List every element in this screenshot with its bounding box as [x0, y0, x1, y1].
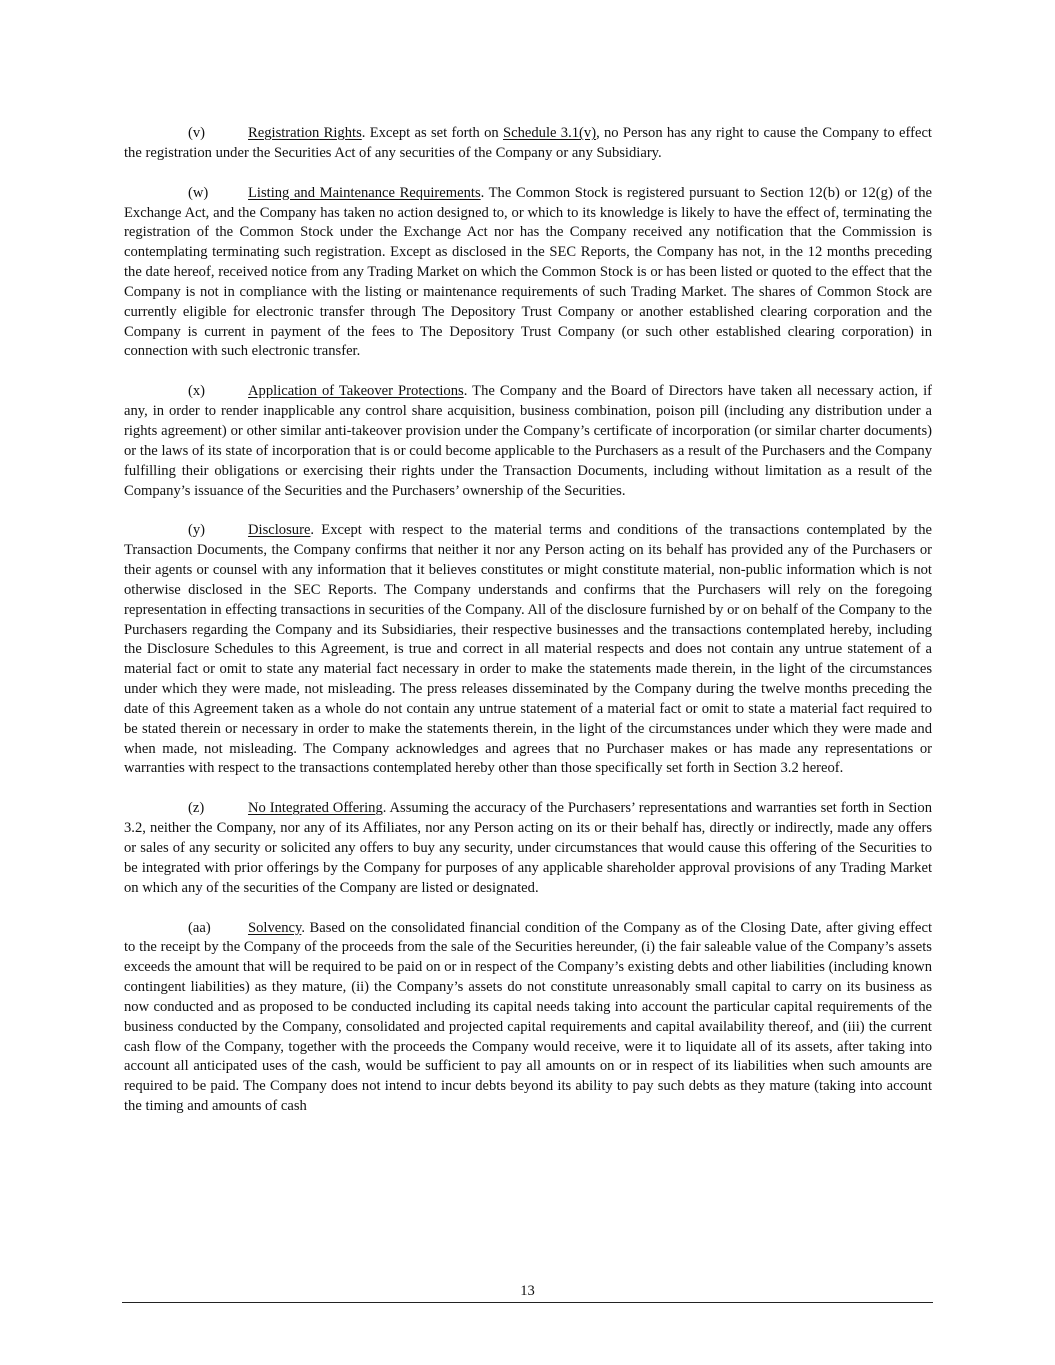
page-number: 13: [520, 1283, 535, 1299]
section-number: (z): [188, 800, 205, 817]
section-number: (x): [188, 383, 206, 400]
section-text: . Except with respect to the material terms and conditions of the transactions contemplated by the Transaction Documents, the Company confirms that neither it nor any Person acting on its behalf has provided any of the Purchasers or their agents or counsel with any information that it believes constitutes or might constitute material, non-public information which is not otherwise disclosed in the SEC Reports. The Company understands and confirms that the Purchasers will rely on the foregoing representation in effecting transactions in securities of the Company. All of the disclosure furnished by or on behalf of the Company to the Purchasers regarding the Company and its Subsidiaries, their respective businesses and the transactions contemplated hereby, including the Disclosure Schedules to this Agreement, is true and correct in all material respects and does not contain any untrue statement of a material fact or omit to state any material fact necessary in order to make the statements made therein, in the light of the circumstances under which they were made, not misleading. The press releases disseminated by the Company during the twelve months preceding the date of this Agreement taken as a whole do not contain any untrue statement of a material fact or omit to state a material fact required to be stated therein or necessary in order to make the statements therein, in the light of the circumstances under which they were made and when made, not misleading. The Company acknowledges and agrees that no Purchaser makes or has made any representations or warranties with respect to the transactions contemplated hereby other than those specifically set forth in Section 3.2 hereof.: [124, 522, 932, 777]
section-text: . Based on the consolidated financial condition of the Company as of the Closing Date, after giving effect to the receipt by the Company of the proceeds from the sale of the Securities hereunder, (i) the fair saleable value of the Company’s assets exceeds the amount that will be required to be paid on or in respect of the Company’s existing debts and other liabilities (including known contingent liabilities) as they mature, (ii) the Company’s assets do not constitute unreasonably small capital to carry on its business as now conducted and as proposed to be conducted including its capital needs taking into account the particular capital requirements of the business conducted by the Company, consolidated and projected capital requirements and capital availability thereof, and (iii) the current cash flow of the Company, together with the proceeds the Company would receive, were it to liquidate all of its assets, after taking into account all anticipated uses of the cash, would be sufficient to pay all amounts on or in respect of its liabilities when such amounts are required to be paid. The Company does not intend to incur debts beyond its ability to pay such debts as they mature (taking into account the timing and amounts of cash: [124, 919, 932, 1115]
document-page: [124, 124, 932, 1137]
section-text: . Assuming the accuracy of the Purchasers’ representations and warranties set forth in Section 3.2, neither the Company, nor any of its Affiliates, nor any Person acting on its or their behalf has, directly or indirectly, made any offers or sales of any security or solicited any offers to buy any security, under circumstances that would cause this offering of the Securities to be integrated with prior offerings by the Company for purposes of any applicable shareholder approval provisions of any Trading Market on which any of the securities of the Company are listed or designated.: [124, 800, 932, 896]
section-number: (w): [188, 184, 209, 201]
section-number: (v): [188, 125, 206, 141]
section-text: . The Company and the Board of Directors have taken all necessary action, if any, in order to render inapplicable any control share acquisition, business combination, poison pill (including any distribution under a rights agreement) or other similar anti-takeover provision under the Company’s certificate of incorporation (or similar charter documents) or the laws of its state of incorporation that is or could become applicable to the Purchasers as a result of the Purchasers and the Company fulfilling their obligations or exercising their rights under the Transaction Documents, including without limitation as a result of the Company’s issuance of the Securities and the Purchasers’ ownership of the Securities.: [124, 383, 932, 499]
section-y: [124, 521, 932, 779]
section-x: [124, 382, 932, 501]
section-heading: Application of Takeover Protections: [248, 383, 464, 400]
section-w: [124, 184, 932, 363]
section-heading: Listing and Maintenance Requirements: [248, 184, 481, 201]
section-heading: Registration Rights: [248, 125, 362, 141]
section-text: . Except as set forth on: [361, 125, 504, 141]
section-z: [124, 799, 932, 898]
section-v: [124, 124, 932, 164]
section-number: (y): [188, 522, 206, 539]
section-text: , no Person has any right to cause the Company to effect the registration under the Securities Act of any securities of the Company or any Subsidiary.: [124, 125, 932, 161]
schedule-reference-link: Schedule 3.1(v): [503, 125, 597, 141]
section-aa: [124, 919, 932, 1117]
section-number: (aa): [188, 919, 211, 936]
section-heading: Solvency: [248, 919, 302, 936]
footer-divider: [122, 1302, 933, 1303]
section-heading: No Integrated Offering: [248, 800, 383, 817]
section-text: . The Common Stock is registered pursuant to Section 12(b) or 12(g) of the Exchange Act, and the Company has taken no action designed to, or which to its knowledge is likely to have the effect of, terminating the registration of the Common Stock under the Exchange Act nor has the Company received any notification that the Commission is contemplating terminating such registration. Except as disclosed in the SEC Reports, the Company has not, in the 12 months preceding the date hereof, received notice from any Trading Market on which the Common Stock is or has been listed or quoted to the effect that the Company is not in compliance with the listing or maintenance requirements of such Trading Market. The shares of Common Stock are currently eligible for electronic transfer through The Depository Trust Company or another established clearing corporation and the Company is current in payment of the fees to The Depository Trust Company (or such other established clearing corporation) in connection with such electronic transfer.: [124, 184, 932, 360]
section-heading: Disclosure: [248, 522, 311, 539]
